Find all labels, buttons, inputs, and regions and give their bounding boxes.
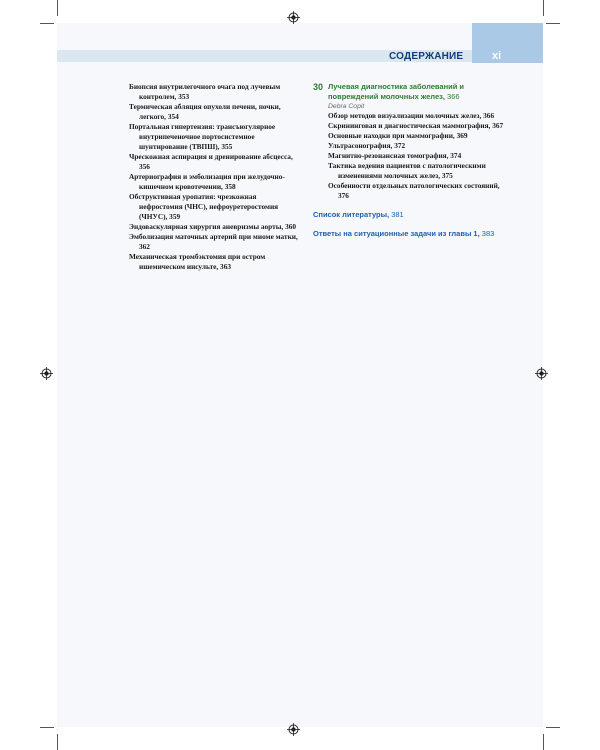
toc-entry-page: 360 (285, 222, 297, 231)
answers-title: Ответы на ситуационные задачи из главы 1, (313, 229, 480, 238)
toc-entry-title: Термическая абляция опухоли печени, почки, легкого, (129, 102, 281, 121)
toc-entry[interactable] (129, 102, 299, 122)
chapter-heading[interactable] (313, 82, 508, 201)
crop-mark (57, 734, 58, 750)
toc-subentry[interactable] (328, 181, 508, 201)
toc-subentry-page: 376 (338, 191, 349, 200)
references-page: 381 (391, 210, 404, 219)
toc-subentry[interactable] (328, 141, 508, 151)
toc-entry-page: 363 (220, 262, 231, 271)
toc-entry-page: 354 (167, 112, 179, 121)
references-title: Список литературы, (313, 210, 390, 219)
toc-entry-title: Обструктивная уропатия: чрезкожная нефростомия (ЧНС), нефроуретеростомия (ЧНУС), (129, 192, 279, 221)
crop-mark (546, 23, 560, 24)
crop-mark (546, 727, 560, 728)
toc-subentry[interactable] (328, 161, 508, 181)
crop-mark (40, 727, 54, 728)
toc-left-column (129, 82, 299, 272)
registration-mark-icon (287, 11, 300, 24)
toc-entry[interactable] (129, 192, 299, 222)
chapter-number: 30 (313, 82, 324, 92)
toc-entry-page: 356 (139, 162, 150, 171)
toc-subentry-title: Скрининговая и диагностическая маммография, (328, 121, 491, 130)
toc-entry[interactable] (129, 172, 299, 192)
toc-entry-page: 362 (139, 242, 150, 251)
toc-subentry-title: Особенности отдельных патологических состояний, (328, 181, 500, 190)
toc-entry-title: Портальная гипертензия: трансъюгулярное внутрипеченочное портосистемное шунтирование (ТВПШ), (129, 122, 276, 151)
toc-entry-page: 359 (169, 212, 181, 221)
chapter-title (328, 82, 508, 102)
running-header-title: СОДЕРЖАНИЕ (389, 51, 464, 62)
toc-subentry-title: Обзор методов визуализации молочных желез, (328, 111, 482, 120)
toc-entry-title: Эмболизация маточных артерий при миоме матки, (129, 232, 298, 241)
toc-entry[interactable] (129, 82, 299, 102)
toc-entry-page: 355 (221, 142, 233, 151)
toc-entry-page: 353 (178, 92, 190, 101)
toc-entry-title: Механическая тромбэктомия при остром ишемическом инсульте, (129, 252, 266, 271)
toc-entry-title: Чрескожная аспирация и дренирование абсцесса, (129, 152, 293, 161)
toc-subentry-page: 375 (441, 171, 453, 180)
toc-subentry-page: 366 (483, 111, 495, 120)
chapter-title-text: Лучевая диагностика заболеваний и повреждений молочных желез, (328, 82, 465, 101)
toc-right-column (313, 82, 508, 239)
toc-subentry-page: 367 (492, 121, 504, 130)
toc-subentry[interactable] (328, 151, 508, 161)
registration-mark-icon (40, 367, 53, 380)
toc-subentry[interactable] (328, 111, 508, 121)
registration-mark-icon (287, 723, 300, 736)
toc-subentry-title: Магнитно-резонансная томография, (328, 151, 449, 160)
toc-subentry-page: 372 (394, 141, 406, 150)
crop-mark (543, 0, 544, 16)
toc-entry[interactable] (129, 232, 299, 252)
crop-mark (40, 23, 54, 24)
toc-entry-title: Эндоваскулярная хирургия аневризмы аорты, (129, 222, 284, 231)
toc-subentry-title: Основные находки при маммографии, (328, 131, 455, 140)
toc-entry-page: 358 (224, 182, 236, 191)
toc-entry-title: Биопсия внутрилегочного очага под лучевым контролем, (129, 82, 281, 101)
toc-subentry-page: 374 (450, 151, 462, 160)
crop-mark (57, 0, 58, 16)
registration-mark-icon (535, 367, 548, 380)
answers-link[interactable] (313, 229, 508, 239)
chapter-page: 366 (447, 92, 460, 101)
toc-entry[interactable] (129, 222, 299, 232)
toc-entry[interactable] (129, 152, 299, 172)
toc-subentry-page: 369 (456, 131, 468, 140)
crop-mark (543, 734, 544, 750)
chapter-author: Debra Copit (328, 103, 365, 110)
page-number-tab (472, 23, 543, 63)
toc-subentry[interactable] (328, 121, 508, 131)
toc-subentry-title: Ультрасонография, (328, 141, 393, 150)
toc-entry[interactable] (129, 122, 299, 152)
references-link[interactable] (313, 210, 508, 220)
answers-page: 383 (481, 229, 495, 238)
toc-entry-title: Артериография и эмболизация при желудочно-кишечном кровотечении, (129, 172, 285, 191)
page-number: xi (492, 50, 502, 62)
toc-entry[interactable] (129, 252, 299, 272)
toc-subentry-title: Тактика ведения пациентов с патологическими изменениями молочных желез, (328, 161, 486, 180)
toc-subentry[interactable] (328, 131, 508, 141)
